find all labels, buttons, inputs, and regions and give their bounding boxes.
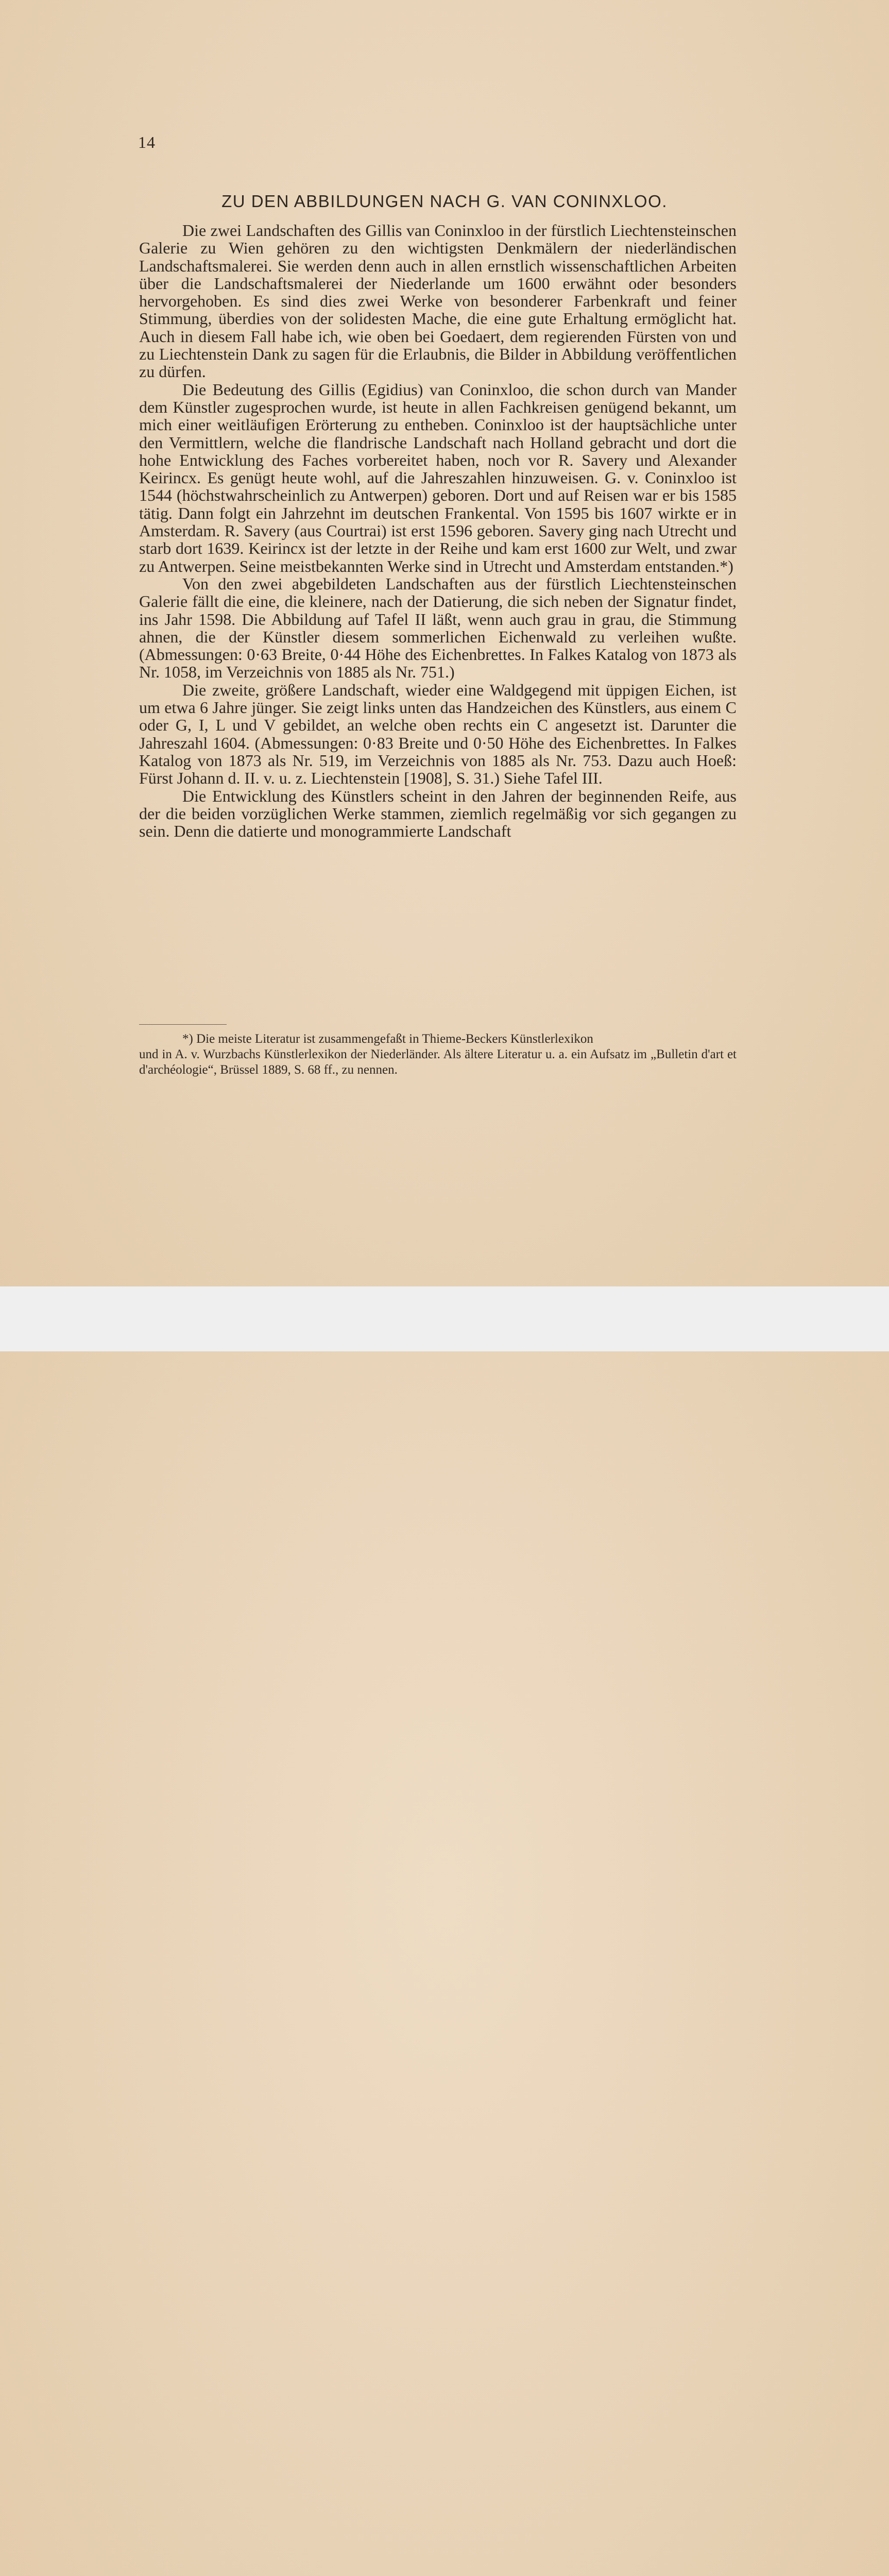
paragraph-3: Von den zwei abgebildeten Landschaften aus der fürstlich Liechtensteinschen Galerie fällt die eine, die kleinere, nach der Datierung, die sich neben der Signatur findet, ins Jahr 1598. Die Abbildung auf Tafel II läßt, wenn auch grau in grau, die Stimmung ahnen, die der Künstler diesem sommerlichen Eichenwald zu verleihen wußte. (Abmessungen: 0·63 Breite, 0·44 Höhe des Eichenbrettes. In Falkes Katalog von 1873 als Nr. 1058, im Verzeichnis von 1885 als Nr. 751.) (139, 574, 737, 682)
footnote-divider (139, 1024, 227, 1025)
footnote-line-1: *) Die meiste Literatur ist zusammengefaßt in Thieme-Beckers Künstlerlexikon (182, 1032, 593, 1046)
paragraph-5: Die Entwicklung des Künstlers scheint in den Jahren der beginnenden Reife, aus der die beiden vorzüglichen Werke stammen, ziemlich regelmäßig vor sich gegangen zu sein. Denn die datierte und monogrammierte Landschaft (139, 786, 737, 841)
page-number: 14 (138, 133, 156, 151)
footnote-continuation: und in A. v. Wurzbachs Künstlerlexikon der Niederländer. Als ältere Literatur u. a. ein Aufsatz im „Bulletin d'art et d'archéologie“, Brüssel 1889, S. 68 ff., zu nennen. (139, 1047, 737, 1077)
paragraph-2: Die Bedeutung des Gillis (Egidius) van Coninxloo, die schon durch van Mander dem Künstler zugesprochen wurde, ist heute in allen Fachkreisen genügend bekannt, um mich einer weitläufigen Erörterung zu entheben. Coninxloo ist der hauptsächliche unter den Vermittlern, welche die flandrische Landschaft nach Holland gebracht und dort die hohe Entwicklung des Faches vorbereitet haben, noch vor R. Savery und Alexander Keirincx. Es genügt heute wohl, auf die Jahreszahlen hinzuweisen. G. v. Coninxloo ist 1544 (höchstwahrscheinlich zu Antwerpen) geboren. Dort und auf Reisen war er bis 1585 tätig. Dann folgt ein Jahrzehnt im deutschen Frankental. Von 1595 bis 1607 wirkte er in Amsterdam. R. Savery (aus Courtrai) ist erst 1596 geboren. Savery ging nach Utrecht und starb dort 1639. Keirincx ist der letzte in der Reihe und kam erst 1600 zur Welt, und zwar zu Antwerpen. Seine meistbekannten Werke sind in Utrecht und Amsterdam entstanden.*) (139, 380, 737, 575)
viewer-footer-bar (0, 1286, 889, 1351)
section-title: ZU DEN ABBILDUNGEN NACH G. VAN CONINXLOO. (221, 192, 668, 211)
paragraph-4: Die zweite, größere Landschaft, wieder eine Waldgegend mit üppigen Eichen, ist um etwa 6 Jahre jünger. Sie zeigt links unten das Handzeichen des Künstlers, aus einem C oder G, I, L und V gebildet, an welche oben rechts ein C angesetzt ist. Darunter die Jahreszahl 1604. (Abmessungen: 0·83 Breite und 0·50 Höhe des Eichenbrettes. In Falkes Katalog von 1873 als Nr. 519, im Verzeichnis von 1885 als Nr. 753. Dazu auch Hoeß: Fürst Johann d. II. v. u. z. Liechtenstein [1908], S. 31.) Siehe Tafel III. (139, 680, 737, 788)
body-text (139, 222, 737, 840)
footnote (139, 1031, 737, 1078)
paragraph-1: Die zwei Landschaften des Gillis van Coninxloo in der fürstlich Liechtensteinschen Galerie zu Wien gehören zu den wichtigsten Denkmälern der niederländischen Landschaftsmalerei. Sie werden denn auch in allen ernstlich wissenschaftlichen Arbeiten über die Landschaftsmalerei der Niederlande um 1600 erwähnt oder besonders hervorgehoben. Es sind dies zwei Werke von besonderer Farbenkraft und feiner Stimmung, überdies von der solidesten Mache, die eine gute Erhaltung ermöglicht hat. Auch in diesem Fall habe ich, wie oben bei Goedaert, dem regierenden Fürsten von und zu Liechtenstein Dank zu sagen für die Erlaubnis, die Bilder in Abbildung veröffentlichen zu dürfen. (139, 221, 737, 381)
